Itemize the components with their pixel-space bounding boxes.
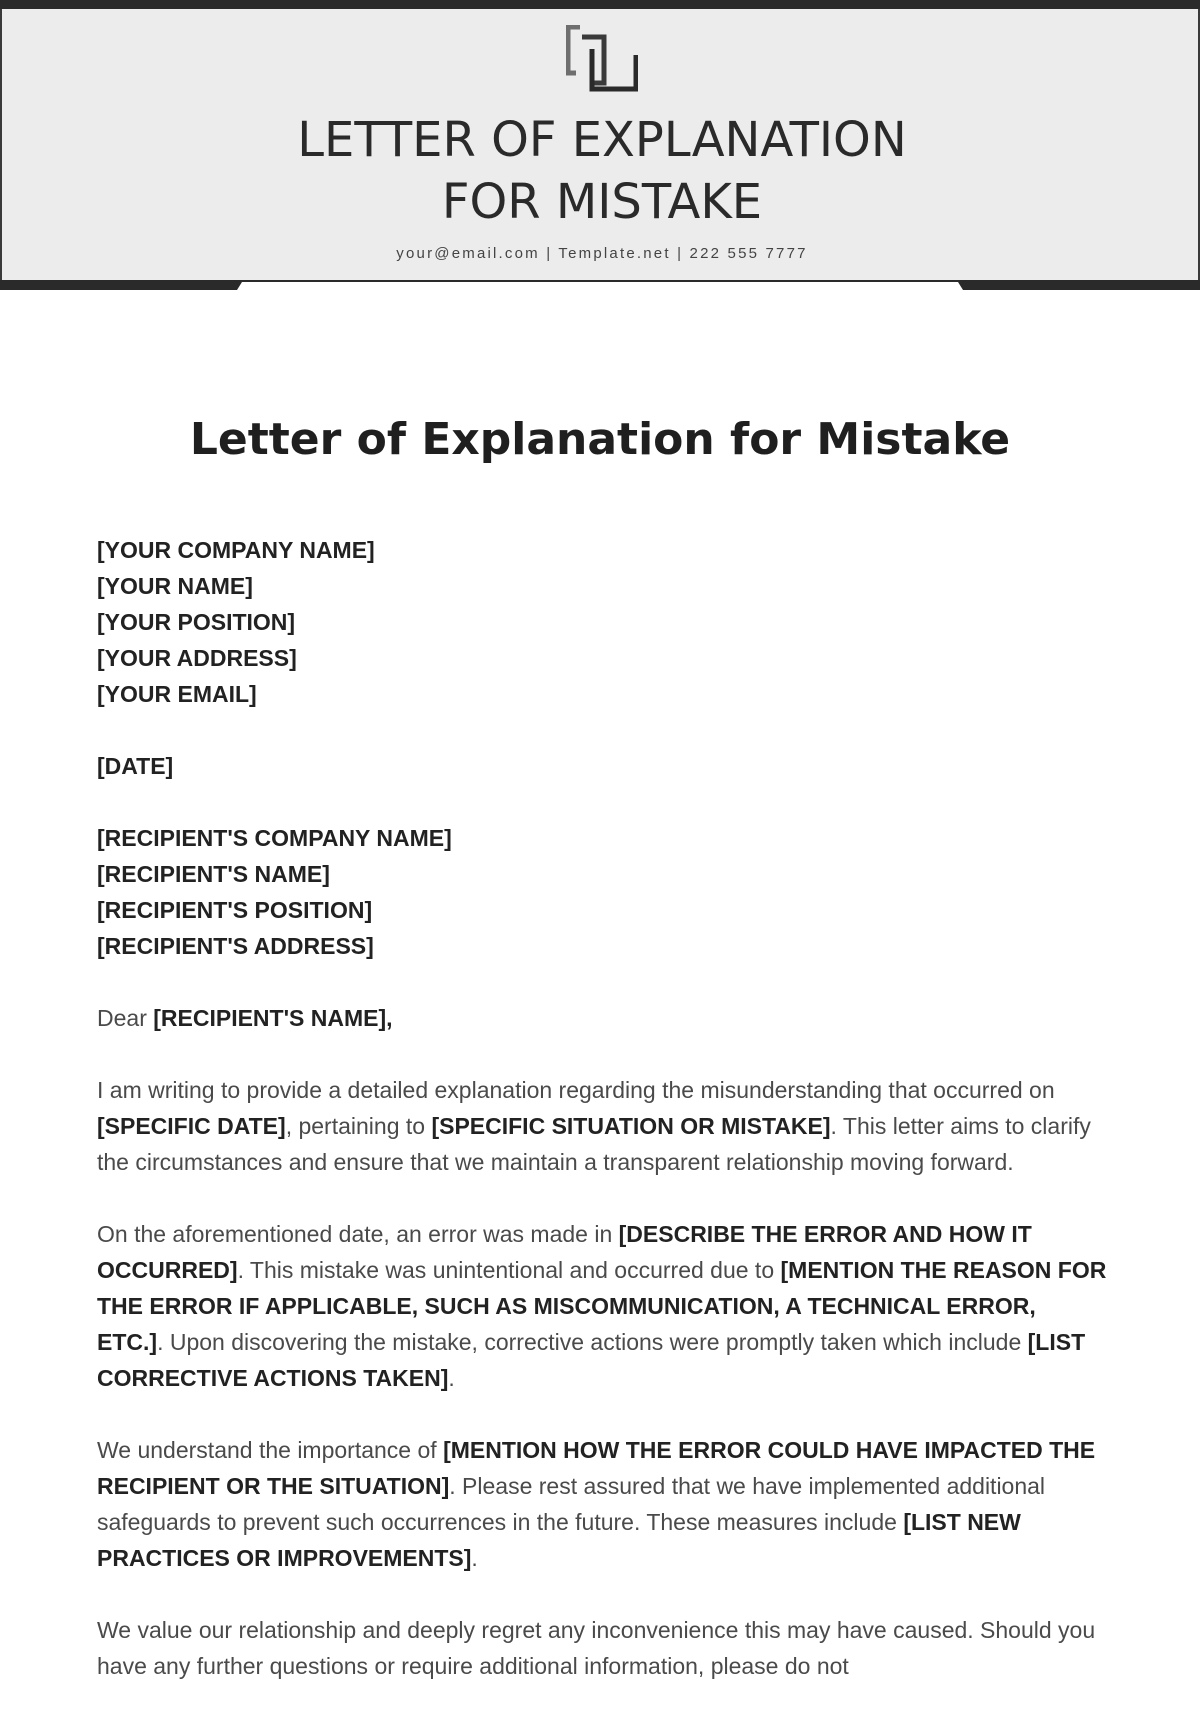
p2-text: . [448,1365,455,1391]
p3-text: . [471,1545,478,1571]
p2-placeholder: [DESCRIBE THE ERROR AND HOW IT OCCURRED] [97,1221,1032,1283]
p1-text: , pertaining to [285,1113,432,1139]
greeting [97,1000,1107,1036]
p3-text: We understand the importance of [97,1437,444,1463]
sender-line: [YOUR ADDRESS] [97,645,297,671]
date: [DATE] [97,753,174,779]
banner-title: LETTER OF EXPLANATION FOR MISTAKE [297,112,907,230]
letterhead [0,9,1200,280]
header-bottom-bar [0,280,1200,290]
recipient-line: [RECIPIENT'S NAME] [97,861,330,887]
letter-body [97,532,1107,1720]
p2-placeholder: [MENTION THE REASON FOR THE ERROR IF APPLICABLE, SUCH AS MISCOMMUNICATION, A TECHNICAL ERROR, ETC.] [97,1257,1107,1355]
p2-text: . This mistake was unintentional and occurred due to [237,1257,781,1283]
recipient-line: [RECIPIENT'S POSITION] [97,897,373,923]
p1-placeholder: [SPECIFIC DATE] [97,1113,286,1139]
sender-line: [YOUR COMPANY NAME] [97,537,375,563]
bracket-logo-icon [566,25,638,93]
recipient-line: [RECIPIENT'S COMPANY NAME] [97,825,452,851]
recipient-line: [RECIPIENT'S ADDRESS] [97,933,374,959]
p3-text: . Please rest assured that we have implemented additional safeguards to prevent such occurrences in the future. These measures include [97,1473,1046,1535]
greeting-prefix: Dear [97,1005,154,1031]
p1-placeholder: [SPECIFIC SITUATION OR MISTAKE] [431,1113,831,1139]
sender-block [97,532,1107,712]
letter-title: Letter of Explanation for Mistake [189,414,1011,465]
sender-line: [YOUR POSITION] [97,609,296,635]
p3-placeholder: [MENTION HOW THE ERROR COULD HAVE IMPACTED THE RECIPIENT OR THE SITUATION] [97,1437,1096,1499]
greeting-name: [RECIPIENT'S NAME] [153,1005,387,1031]
sender-line: [YOUR EMAIL] [97,681,257,707]
date-block [97,748,1107,784]
recipient-block [97,820,1107,964]
paragraph-2 [97,1216,1107,1396]
p4-text: We value our relationship and deeply regret any inconvenience this may have caused. Should you have any further questions or require additional information, please do not [97,1617,1096,1679]
p3-placeholder: [LIST NEW PRACTICES OR IMPROVEMENTS] [97,1509,1021,1571]
p1-text: I am writing to provide a detailed explanation regarding the misunderstanding that occurred on [97,1077,1055,1103]
p1-text: . This letter aims to clarify the circumstances and ensure that we maintain a transparent relationship moving forward. [97,1113,1091,1175]
contact-line: your@email.com | Template.net | 222 555 7777 [396,245,808,262]
top-strip [0,0,1200,9]
paragraph-3 [97,1432,1107,1576]
paragraph-1 [97,1072,1107,1180]
p2-placeholder: [LIST CORRECTIVE ACTIONS TAKEN] [97,1329,1086,1391]
greeting-suffix: , [386,1005,393,1031]
p2-text: On the aforementioned date, an error was made in [97,1221,619,1247]
sender-line: [YOUR NAME] [97,573,253,599]
paragraph-4 [97,1612,1107,1684]
p2-text: . Upon discovering the mistake, corrective actions were promptly taken which include [157,1329,1028,1355]
